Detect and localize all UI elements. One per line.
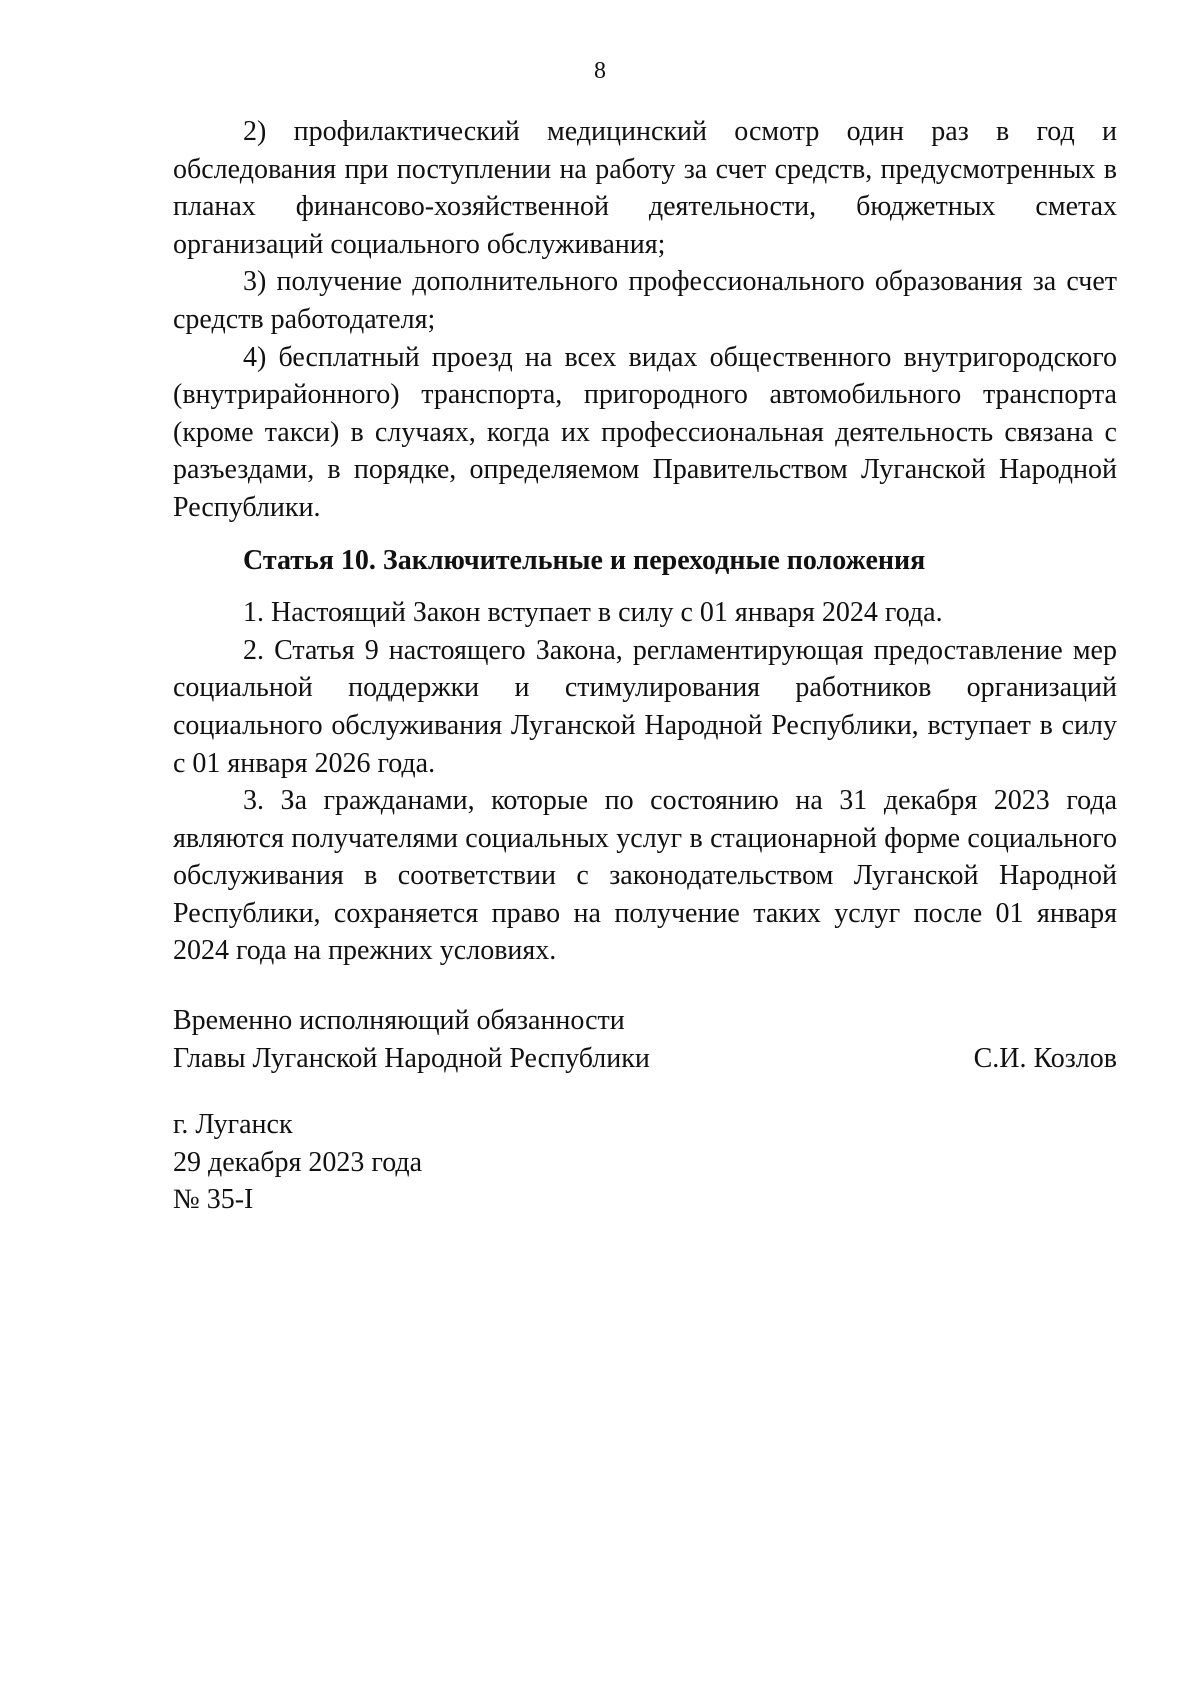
paragraph-item-4: 4) бесплатный проезд на всех видах общественного внутригородского (внутрирайонного) транспорта, пригородного автомобильного транспорта (кроме такси) в случаях, когда их профессиональная деятельность связана с разъездами, в порядке, определяемом Правительством Луганской Народной Республики. [173,341,1117,523]
article-clause-1: 1. Настоящий Закон вступает в силу с 01 января 2024 года. [243,597,943,629]
document-body [173,113,1117,970]
article-clause-2: 2. Статья 9 настоящего Закона, регламентирующая предоставление мер социальной поддержки и стимулирования работников организаций социального обслуживания Луганской Народной Республики, вступает в силу с 01 января 2026 года. [173,634,1117,779]
signatory-title-line1: Временно исполняющий обязанности [173,1005,625,1036]
article-clause-3: 3. За гражданами, которые по состоянию на 31 декабря 2023 года являются получателями социальных услуг в стационарной форме социального обслуживания в соответствии с законодательством Луганской Народной Республики, сохраняется право на получение таких услуг после 01 января 2024 года на прежних условиях. [173,785,1117,967]
signatory-name: С.И. Козлов [973,1042,1117,1074]
signature-block [173,1002,1117,1077]
city: г. Луганск [173,1109,293,1140]
place-date-block [173,1106,422,1219]
document-date: 29 декабря 2023 года [173,1146,423,1178]
signatory-title-line2: Главы Луганской Народной Республики [173,1042,650,1074]
page-number: 8 [594,58,606,84]
paragraph-item-2: 2) профилактический медицинский осмотр один раз в год и обследования при поступлении на работу за счет средств, предусмотренных в планах финансово-хозяйственной деятельности, бюджетных сметах организаций социального обслуживания; [173,116,1117,260]
article-heading: Статья 10. Заключительные и переходные положения [243,544,926,576]
paragraph-item-3: 3) получение дополнительного профессионального образования за счет средств работодателя; [173,266,1117,335]
document-number: № 35-I [173,1184,254,1216]
signatory-row [173,1040,1117,1078]
